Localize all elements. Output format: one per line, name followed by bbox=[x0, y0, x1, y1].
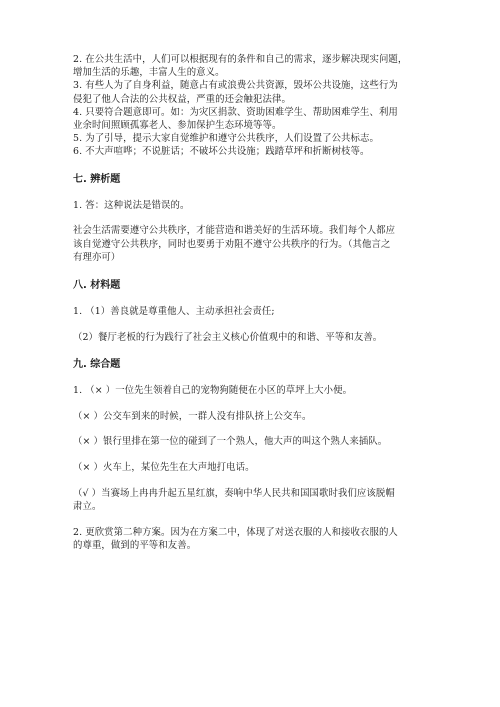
answer-line: 增加生活的乐趣，丰富人生的意义。 bbox=[73, 67, 225, 79]
answer-line: （2）餐厅老板的行为践行了社会主义核心价值观中的和谐、平等和友善。 bbox=[73, 331, 383, 343]
answer-line: 的尊重，做到的平等和友善。 bbox=[73, 540, 197, 552]
answer-line: 2. 更欣赏第二种方案。因为在方案二中，体现了对送衣服的人和接收衣服的人 bbox=[73, 526, 398, 538]
section-heading: 八. 材料题 bbox=[73, 280, 121, 291]
answer-line: 侵犯了他人合法的公共权益，严重的还会触犯法律。 bbox=[73, 93, 291, 105]
answer-line: 6. 不大声喧哗；不说脏话；不破坏公共设施；践踏草坪和折断树枝等。 bbox=[73, 146, 370, 158]
answer-line: （× ）公交车到来的时候，一群人没有排队挤上公交车。 bbox=[73, 410, 312, 422]
answer-line: （× ）银行里排在第一位的碰到了一个熟人，他大声的叫这个熟人来插队。 bbox=[73, 436, 388, 448]
answer-document bbox=[73, 53, 423, 553]
section-heading: 九. 综合题 bbox=[73, 359, 121, 371]
answer-line: 有理亦可） bbox=[73, 252, 121, 264]
answer-line: （√ ）当赛场上冉冉升起五星红旗，奏响中华人民共和国国歌时我们应该脱帽 bbox=[73, 487, 395, 499]
answer-line: 该自觉遵守公共秩序，同时也要勇于劝阻不遵守公共秩序的行为。（其他言之 bbox=[73, 238, 391, 250]
answer-line: 1. 答：这种说法是错误的。 bbox=[73, 199, 190, 211]
answer-line: 1. （1）善良就是尊重他人、主动承担社会责任; bbox=[73, 306, 275, 317]
section-9 bbox=[73, 358, 423, 553]
answer-line: （× ）火车上，某位先生在大声地打电话。 bbox=[73, 461, 255, 473]
answer-line: 2. 在公共生活中，人们可以根据现有的条件和自己的需求，逐步解决现实问题， bbox=[73, 54, 408, 65]
answer-line: 5. 为了引导，提示大家自觉维护和遵守公共秩序，人们设置了公共标志。 bbox=[73, 133, 379, 145]
section-6-answers bbox=[73, 53, 423, 159]
section-7 bbox=[73, 173, 423, 265]
section-heading: 七. 辨析题 bbox=[73, 173, 121, 185]
answer-line: 1. （× ）一位先生领着自己的宠物狗随便在小区的草坪上大小便。 bbox=[73, 385, 353, 397]
answer-line: 4. 只要符合题意即可。如：为灾区捐款、资助困难学生、帮助困难学生、利用 bbox=[73, 106, 398, 118]
answer-line: 社会生活需要遵守公共秩序，才能营造和谐美好的生活环境。我们每个人都应 bbox=[73, 225, 396, 237]
answer-line: 3. 有些人为了自身利益，随意占有或浪费公共资源，毁坏公共设施，这些行为 bbox=[73, 80, 398, 92]
answer-line: 肃立。 bbox=[73, 501, 102, 513]
answer-line: 业余时间照顾孤寡老人、参加保护生态环境等等。 bbox=[73, 120, 282, 132]
section-8 bbox=[73, 279, 423, 344]
